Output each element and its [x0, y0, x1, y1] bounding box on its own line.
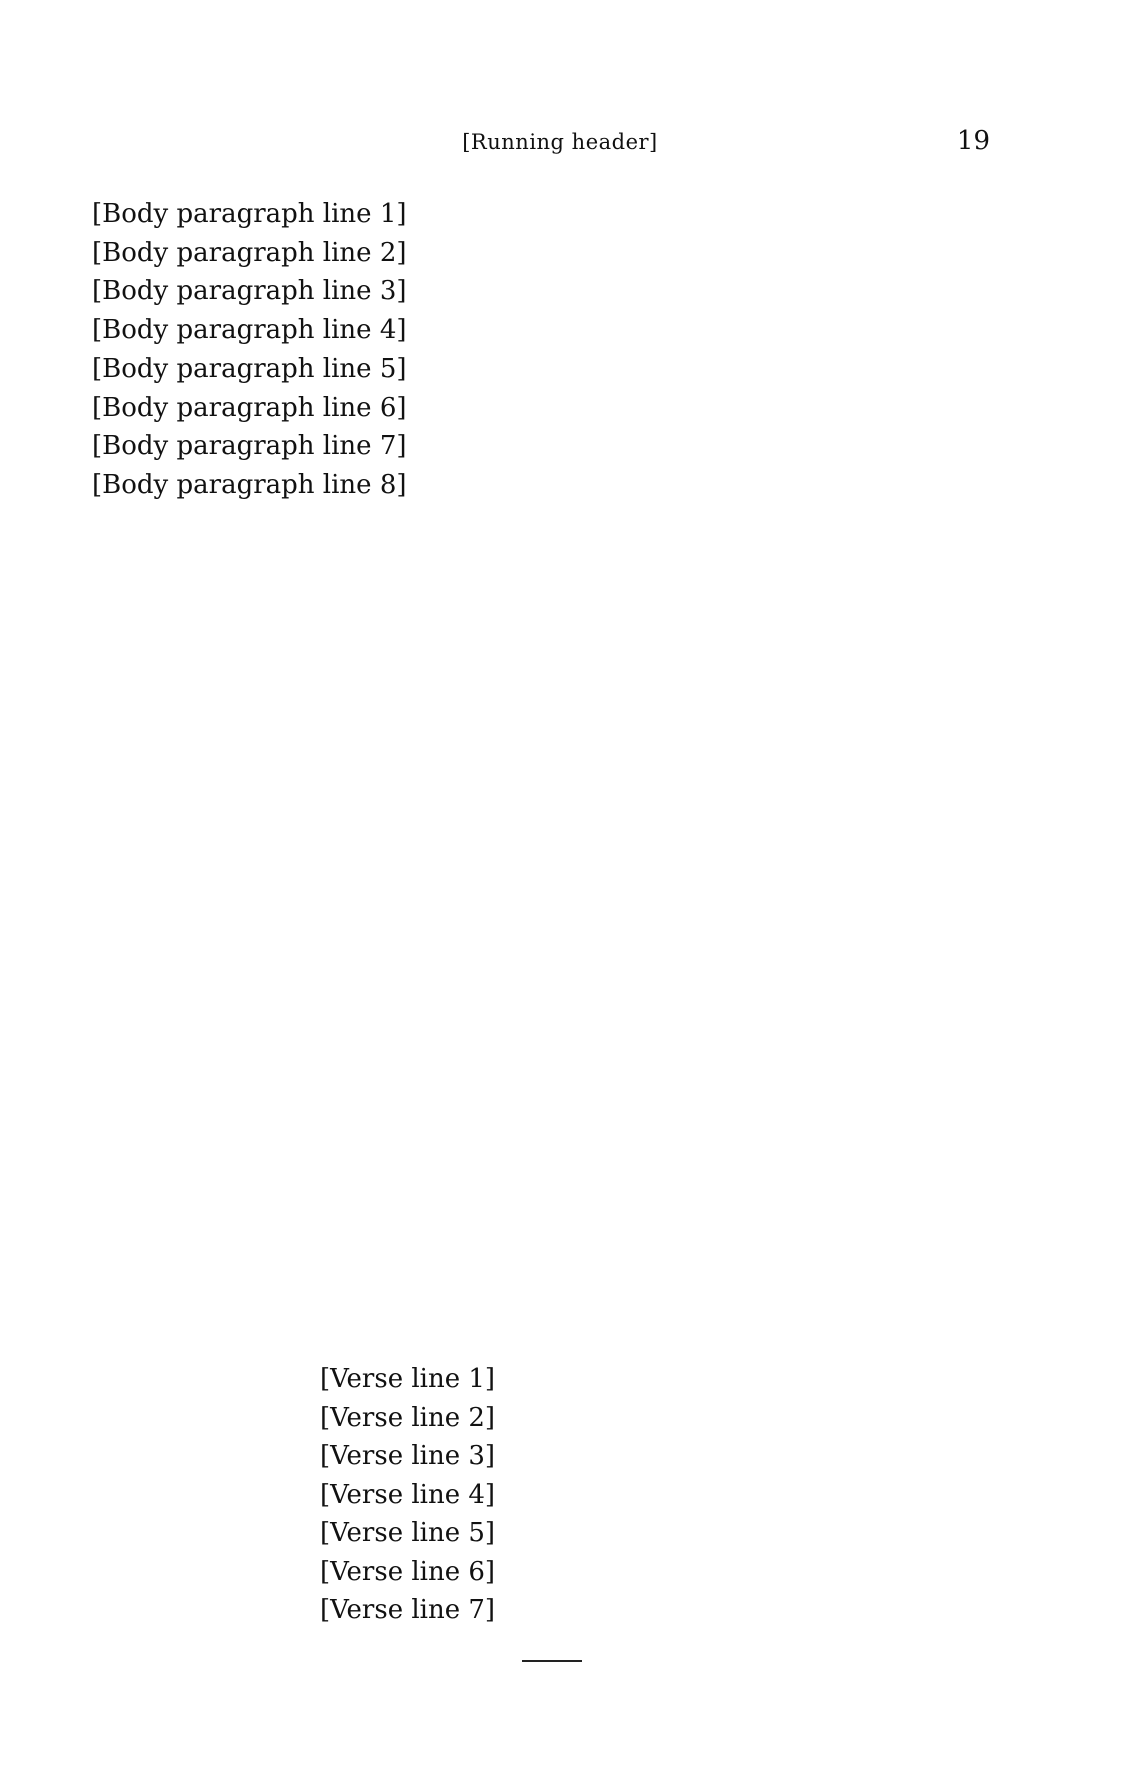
verse-block: [320, 1360, 495, 1630]
body-line: [Body paragraph line 4]: [92, 315, 407, 346]
body-line: [Body paragraph line 8]: [92, 469, 407, 500]
body-line: [Body paragraph line 2]: [92, 237, 407, 268]
body-line: [Body paragraph line 1]: [92, 199, 407, 229]
verse-line: [Verse line 4]: [320, 1479, 496, 1510]
verse-line: [Verse line 5]: [320, 1518, 496, 1548]
verse-line: [Verse line 1]: [320, 1364, 496, 1394]
body-line: [Body paragraph line 6]: [92, 392, 407, 423]
verse-line: [Verse line 6]: [320, 1556, 496, 1587]
body-line: [Body paragraph line 5]: [92, 353, 407, 384]
page-number: 19: [956, 126, 990, 156]
verse-line: [Verse line 2]: [320, 1402, 496, 1433]
running-header: [Running header]: [462, 130, 658, 154]
end-rule: [522, 1660, 582, 1662]
body-text: [92, 195, 982, 505]
verse-line: [Verse line 7]: [320, 1595, 496, 1625]
body-line: [Body paragraph line 3]: [92, 276, 407, 307]
body-line: [Body paragraph line 7]: [92, 431, 407, 462]
verse-line: [Verse line 3]: [320, 1441, 496, 1471]
